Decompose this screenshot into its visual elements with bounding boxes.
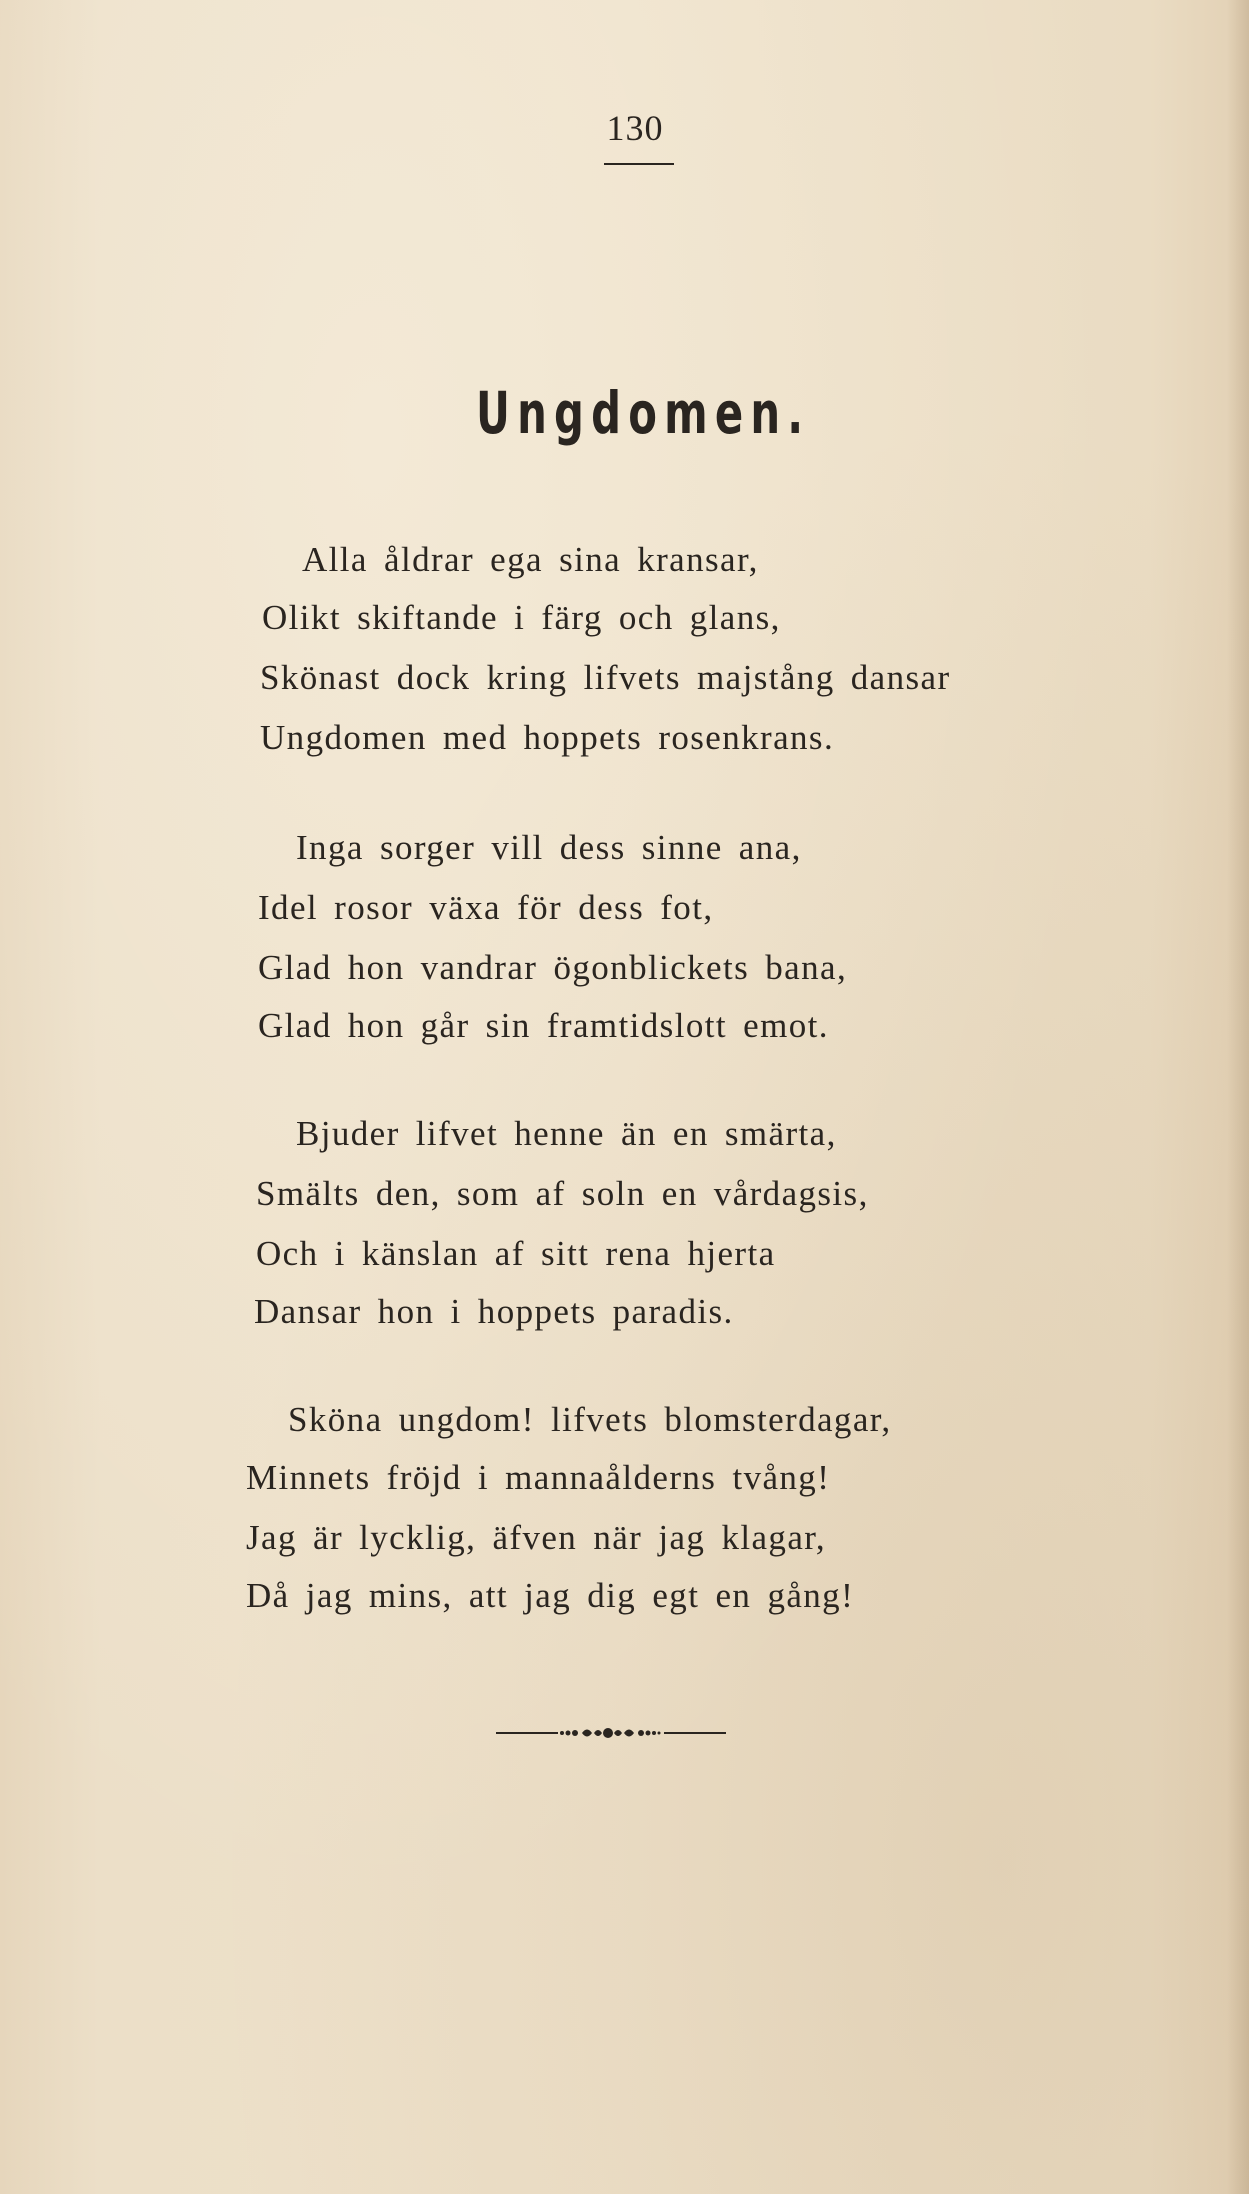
poem-title: Ungdomen. xyxy=(476,379,811,447)
poem-line: Jag är lycklig, äfven när jag klagar, xyxy=(246,1518,827,1557)
poem-line: Idel rosor växa för dess fot, xyxy=(258,888,714,927)
poem-line: Då jag mins, att jag dig egt en gång! xyxy=(246,1576,855,1615)
poem-line: Och i känslan af sitt rena hjerta xyxy=(256,1234,776,1273)
poem-line: Glad hon vandrar ögonblickets bana, xyxy=(258,948,848,987)
poem-line: Inga sorger vill dess sinne ana, xyxy=(296,828,802,867)
poem-line: Skönast dock kring lifvets majstång dansar xyxy=(260,658,951,697)
poem-line: Glad hon går sin framtidslott emot. xyxy=(258,1006,829,1045)
decorative-rule-ornament-icon xyxy=(496,1718,726,1748)
poem-line: Smälts den, som af soln en vårdagsis, xyxy=(256,1174,869,1213)
poem-line: Minnets fröjd i mannaålderns tvång! xyxy=(246,1458,831,1497)
poem-line: Olikt skiftande i färg och glans, xyxy=(262,598,781,637)
poem-line: Bjuder lifvet henne än en smärta, xyxy=(296,1114,837,1153)
page-number: 130 xyxy=(606,108,664,148)
poem-line: Alla åldrar ega sina kransar, xyxy=(302,540,759,579)
poem-line: Sköna ungdom! lifvets blomsterdagar, xyxy=(288,1400,892,1439)
poem-line: Ungdomen med hoppets rosenkrans. xyxy=(260,718,835,757)
poem-line: Dansar hon i hoppets paradis. xyxy=(254,1292,734,1331)
